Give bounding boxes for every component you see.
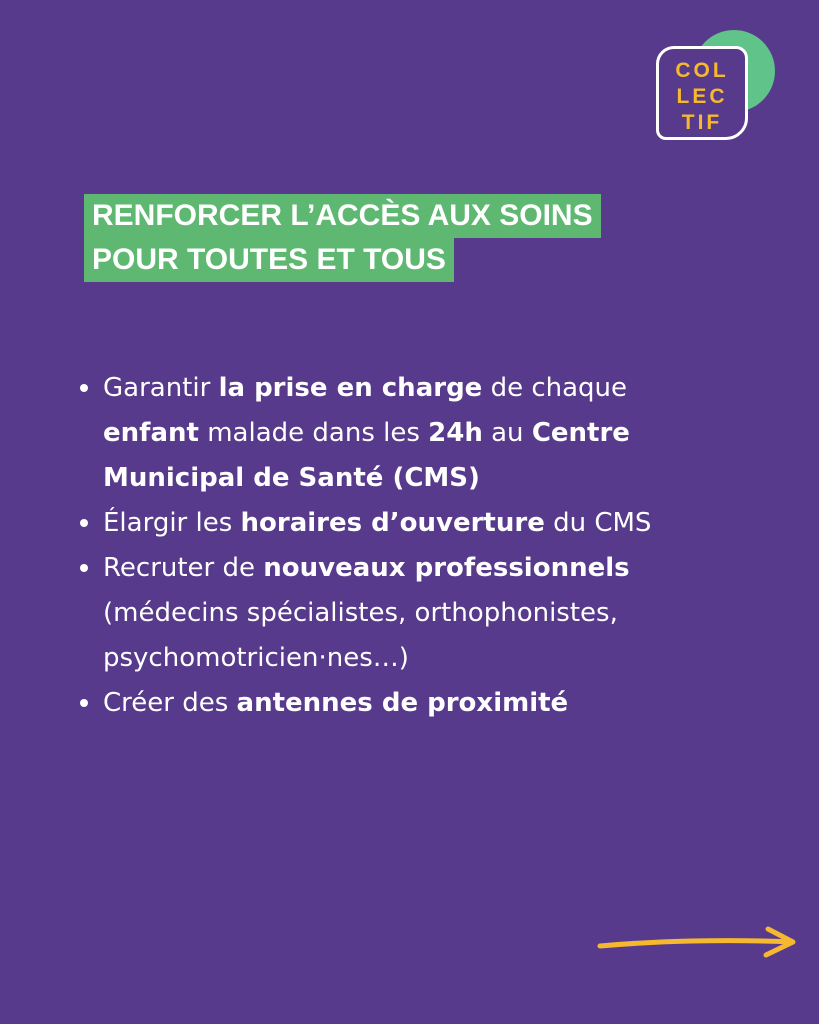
- item-emphasis: 24h: [428, 418, 483, 448]
- title-line-1: RENFORCER L’ACCÈS AUX SOINS: [84, 194, 601, 238]
- logo-text: [656, 58, 748, 136]
- logo-line-2: LEC: [676, 85, 728, 108]
- page-title: [84, 194, 601, 282]
- logo-line-3: TIF: [681, 111, 723, 134]
- list-item: [78, 501, 718, 546]
- item-emphasis: enfant: [103, 418, 199, 448]
- collectif-logo: [652, 30, 776, 148]
- item-text: Créer des: [103, 688, 237, 718]
- item-emphasis: nouveaux professionnels: [263, 553, 630, 583]
- item-text: Garantir: [103, 373, 219, 403]
- logo-line-1: COL: [675, 59, 729, 82]
- list-item: [78, 366, 718, 501]
- item-text: au: [482, 418, 532, 448]
- item-emphasis: la prise en charge: [218, 373, 483, 403]
- item-text: de chaque: [482, 373, 628, 403]
- title-line-2: POUR TOUTES ET TOUS: [84, 238, 454, 282]
- item-emphasis: antennes de proximité: [236, 688, 569, 718]
- item-text: Élargir les: [103, 508, 241, 538]
- arrow-right-icon[interactable]: [596, 924, 800, 960]
- measures-list: [78, 366, 718, 726]
- item-text: Recruter de: [103, 553, 264, 583]
- list-item: [78, 546, 718, 681]
- item-text: (médecins spécialistes, orthophonistes, psychomotricien·nes…): [103, 598, 618, 673]
- item-emphasis: horaires d’ouverture: [240, 508, 545, 538]
- item-emphasis: Centre Municipal de Santé (CMS): [103, 418, 630, 493]
- item-text: du CMS: [544, 508, 652, 538]
- item-text: malade dans les: [198, 418, 429, 448]
- list-item: [78, 681, 718, 726]
